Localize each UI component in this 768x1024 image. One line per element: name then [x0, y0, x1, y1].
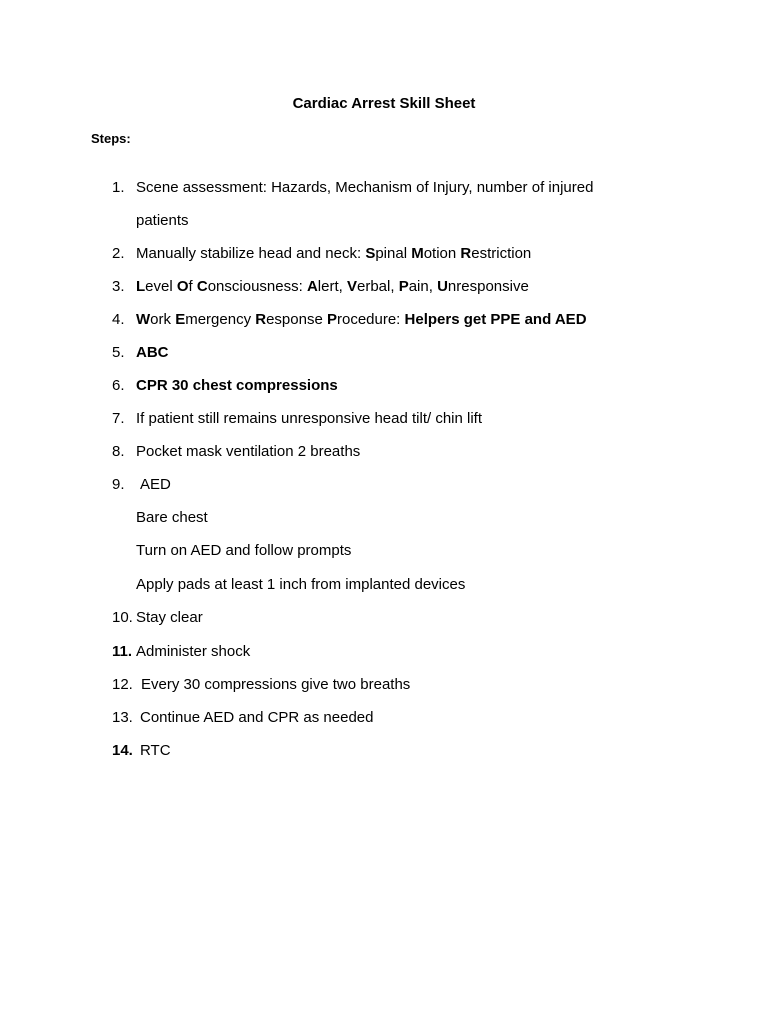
- item-number: 4.: [112, 311, 125, 328]
- item-number: 1.: [112, 179, 125, 196]
- item-number: 12.: [112, 676, 133, 693]
- item-number: 14.: [112, 742, 133, 759]
- item-text: patients: [136, 212, 189, 229]
- item-text: ABC: [136, 344, 169, 361]
- item-number: 13.: [112, 709, 133, 726]
- item-number: 9.: [112, 476, 125, 493]
- item-text: Work Emergency Response Procedure: Helpers get PPE and AED: [136, 311, 587, 328]
- item-text: Level Of Consciousness: Alert, Verbal, Pain, Unresponsive: [136, 278, 529, 295]
- item-number: 7.: [112, 410, 125, 427]
- item-number: 8.: [112, 443, 125, 460]
- aed-substep: Apply pads at least 1 inch from implanted devices: [136, 576, 466, 593]
- aed-substep: Bare chest: [136, 509, 208, 526]
- item-text: Administer shock: [136, 643, 251, 660]
- item-number: 5.: [112, 344, 125, 361]
- item-number: 2.: [112, 245, 125, 262]
- item-text: Continue AED and CPR as needed: [140, 709, 374, 726]
- item-number: 10.: [112, 609, 133, 626]
- item-text: Every 30 compressions give two breaths: [141, 676, 411, 693]
- item-text: Pocket mask ventilation 2 breaths: [136, 443, 361, 460]
- item-text: AED: [140, 476, 171, 493]
- item-text: RTC: [140, 742, 171, 759]
- item-number: 6.: [112, 377, 125, 394]
- item-text: CPR 30 chest compressions: [136, 377, 338, 394]
- item-number: 3.: [112, 278, 125, 295]
- item-text: Scene assessment: Hazards, Mechanism of Injury, number of injured: [136, 179, 594, 196]
- steps-label: Steps:: [91, 131, 131, 146]
- item-text: Stay clear: [136, 609, 203, 626]
- item-text: If patient still remains unresponsive head tilt/ chin lift: [136, 410, 483, 427]
- aed-substep: Turn on AED and follow prompts: [136, 542, 352, 559]
- item-number: 11.: [112, 643, 133, 660]
- document-title: Cardiac Arrest Skill Sheet: [292, 95, 476, 112]
- item-text: Manually stabilize head and neck: Spinal Motion Restriction: [136, 245, 532, 262]
